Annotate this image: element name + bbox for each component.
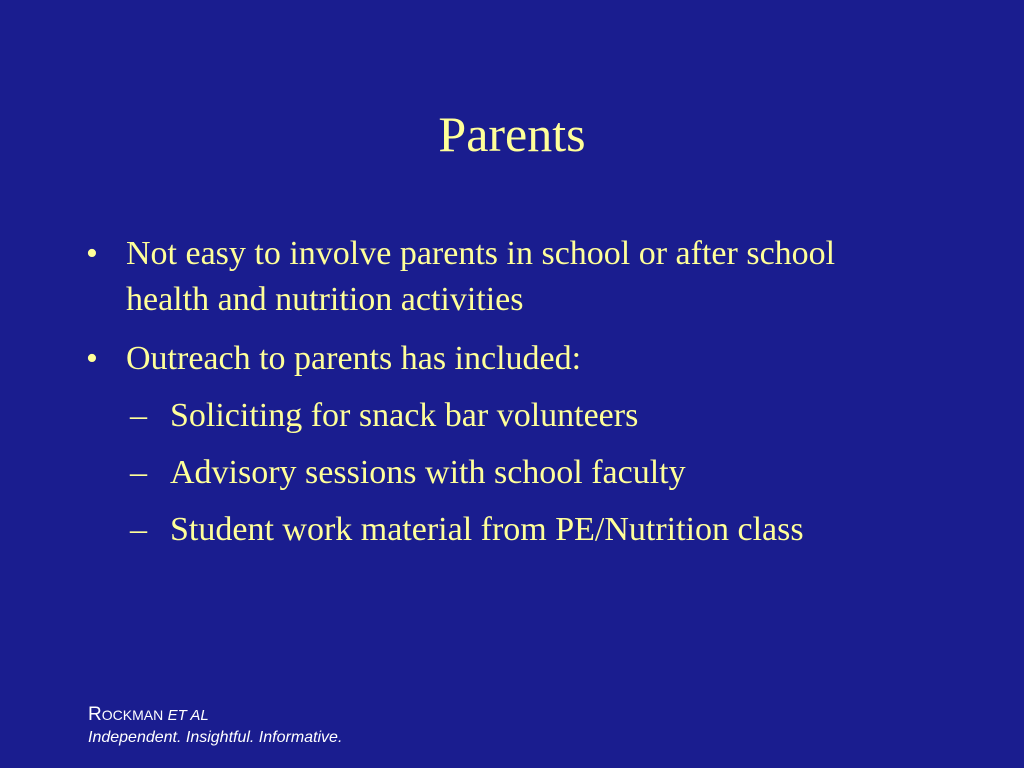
bullet-item: [86, 231, 906, 323]
sub-bullet-marker: –: [130, 454, 147, 491]
brand-initial: R: [88, 704, 102, 725]
footer-brand: [88, 704, 342, 727]
sub-bullet-marker: –: [130, 511, 147, 548]
slide-title: Parents: [438, 106, 586, 162]
sub-bullet-marker: –: [130, 397, 147, 434]
footer-tagline: Independent. Insightful. Informative.: [88, 729, 343, 746]
sub-bullet-text: Student work material from PE/Nutrition class: [170, 511, 804, 548]
sub-bullet-text: Soliciting for snack bar volunteers: [170, 397, 639, 434]
footer: [88, 704, 342, 749]
sub-bullet-item: [130, 450, 686, 496]
bullet-text: Outreach to parents has included:: [126, 340, 582, 377]
bullet-marker: •: [86, 235, 98, 272]
brand-et-al: ET AL: [167, 707, 209, 724]
bullet-marker: •: [86, 340, 98, 377]
brand-name-rest: OCKMAN: [101, 707, 164, 723]
sub-bullet-item: [130, 507, 804, 553]
bullet-text: Not easy to involve parents in school or after school health and nutrition activities: [126, 235, 836, 318]
sub-bullet-item: [130, 393, 638, 439]
sub-bullet-text: Advisory sessions with school faculty: [170, 454, 686, 491]
bullet-item: [86, 336, 906, 382]
